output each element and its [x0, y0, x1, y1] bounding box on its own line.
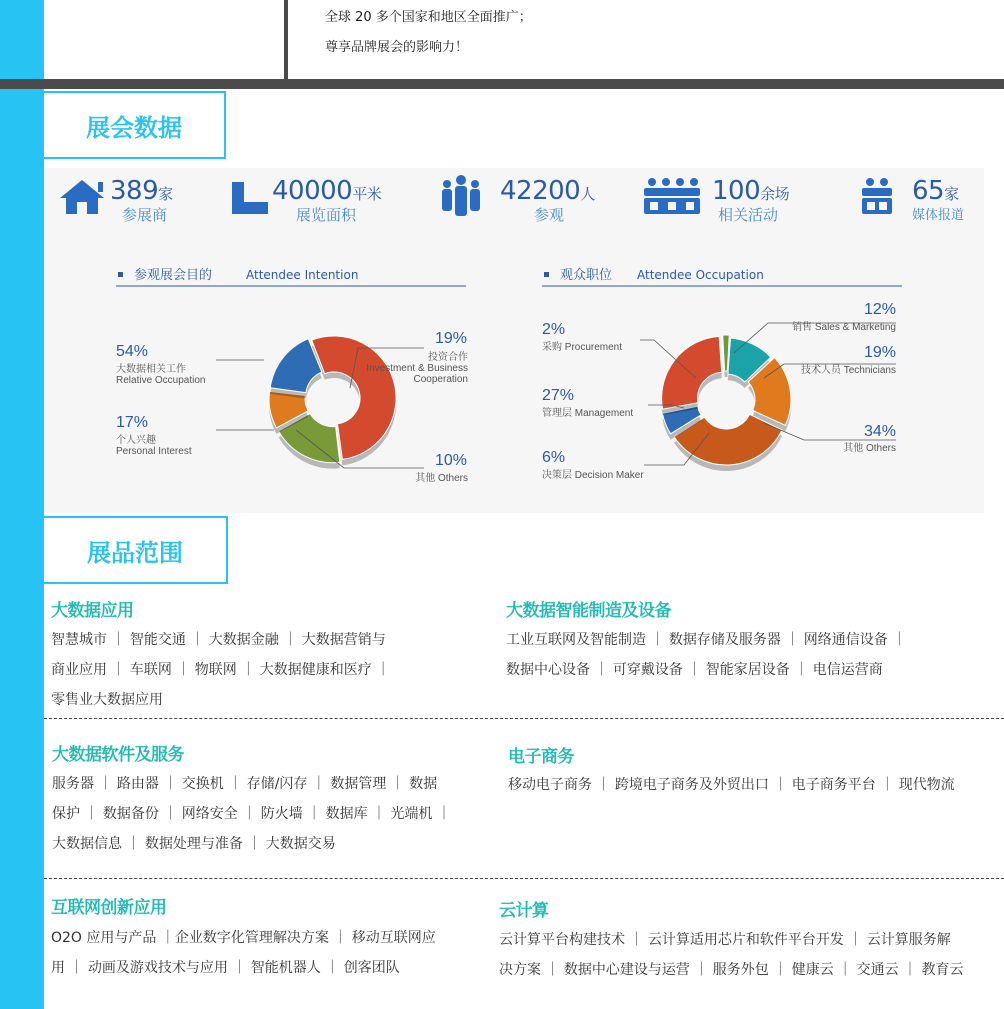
- category-line: 云计算平台构建技术 ｜ 云计算适用芯片和软件平台开发 ｜ 云计算服务解: [499, 932, 951, 948]
- occupation-heading-en: Attendee Occupation: [637, 268, 764, 282]
- intention-label-pct: 19%: [435, 330, 468, 347]
- stat-events-label: 相关活动: [718, 206, 779, 224]
- pie-charts: [44, 168, 984, 513]
- category-line: 零售业大数据应用: [51, 692, 163, 708]
- section-separator-band: [0, 79, 1004, 89]
- occupation-label-pct: 6%: [542, 449, 566, 466]
- category-title-software-services: 大数据软件及服务: [52, 745, 184, 765]
- intention-heading-en: Attendee Intention: [246, 268, 359, 282]
- intention-label-pct: 54%: [116, 343, 149, 360]
- category-line: 数据中心设备 ｜ 可穿戴设备 ｜ 智能家居设备 ｜ 电信运营商: [506, 662, 883, 678]
- category-line: 智慧城市 ｜ 智能交通 ｜ 大数据金融 ｜ 大数据营销与: [51, 632, 386, 648]
- category-title-smart-manufacturing: 大数据智能制造及设备: [506, 601, 671, 621]
- occupation-label-pct: 19%: [863, 344, 896, 361]
- dashed-divider: [44, 718, 1004, 719]
- stat-exhibitors-number: 389: [110, 176, 159, 206]
- occupation-donut: [662, 335, 791, 471]
- occupation-label-text: 销售 Sales & Marketing: [792, 322, 896, 333]
- intention-label-cn: 个人兴趣: [116, 435, 156, 446]
- intention-label-en: Investment & Business: [366, 363, 468, 374]
- stat-area-number: 40000: [272, 176, 353, 206]
- stat-media-unit: 家: [944, 185, 959, 203]
- top-left-panel: [48, 0, 286, 80]
- category-title-ecommerce: 电子商务: [508, 747, 574, 767]
- stat-media-label: 媒体报道: [912, 208, 965, 223]
- intention-label-cn: 投资合作: [428, 352, 468, 363]
- stat-events-unit: 余场: [760, 185, 790, 203]
- intention-label-cn: 其他 Others: [415, 473, 468, 484]
- intro-line-2: 尊享品牌展会的影响力！: [325, 40, 469, 55]
- exhibition-infographic: [44, 168, 984, 513]
- occupation-label-text: 管理层 Management: [542, 408, 634, 419]
- occupation-label-text: 其他 Others: [843, 443, 896, 454]
- stat-exhibitors-label: 参展商: [122, 206, 168, 224]
- stat-media-number: 65: [912, 176, 945, 206]
- category-title-cloud: 云计算: [499, 901, 549, 921]
- category-title-big-data-apps: 大数据应用: [51, 601, 134, 621]
- intention-donut: [269, 336, 396, 469]
- category-line: 用 ｜ 动画及游戏技术与应用 ｜ 智能机器人 ｜ 创客团队: [51, 960, 400, 976]
- category-line: 服务器 ｜ 路由器 ｜ 交换机 ｜ 存储/闪存 ｜ 数据管理 ｜ 数据: [52, 776, 438, 792]
- occupation-label-pct: 12%: [863, 301, 896, 318]
- dashed-divider: [44, 878, 1004, 879]
- category-title-internet-innovation: 互联网创新应用: [51, 898, 167, 918]
- intention-label-cn: 大数据相关工作: [116, 364, 186, 375]
- category-line: 大数据信息 ｜ 数据处理与准备 ｜ 大数据交易: [52, 836, 336, 852]
- intro-line-1: 全球 20 多个国家和地区全面推广；: [325, 10, 532, 25]
- stat-visitors-number: 42200: [500, 176, 581, 206]
- category-line: O2O 应用与产品 ｜企业数字化管理解决方案 ｜ 移动互联网应: [51, 930, 436, 946]
- vertical-divider: [284, 0, 288, 80]
- category-line: 保护 ｜ 数据备份 ｜ 网络安全 ｜ 防火墙 ｜ 数据库 ｜ 光端机 ｜: [52, 806, 451, 822]
- intention-heading: 参观展会目的: [134, 268, 213, 283]
- intention-label-en: Relative Occupation: [116, 375, 206, 386]
- occupation-label-text: 技术人员 Technicians: [800, 365, 896, 376]
- occupation-slice: [662, 336, 722, 409]
- category-line: 商业应用 ｜ 车联网 ｜ 物联网 ｜ 大数据健康和医疗 ｜: [51, 662, 391, 678]
- stat-visitors-unit: 人: [580, 185, 595, 203]
- stat-events-number: 100: [712, 176, 761, 206]
- occupation-label-text: 采购 Procurement: [542, 342, 623, 353]
- intention-label-en: Cooperation: [413, 374, 468, 385]
- occupation-label-pct: 27%: [542, 387, 575, 404]
- stat-area-unit: 平米: [352, 185, 382, 203]
- occupation-label-pct: 2%: [542, 321, 566, 338]
- stat-visitors-label: 参观: [534, 206, 565, 224]
- category-line: 决方案 ｜ 数据中心建设与运营 ｜ 服务外包 ｜ 健康云 ｜ 交通云 ｜ 教育云: [499, 962, 964, 978]
- category-line: 工业互联网及智能制造 ｜ 数据存储及服务器 ｜ 网络通信设备 ｜: [506, 632, 907, 648]
- category-line: 移动电子商务 ｜ 跨境电子商务及外贸出口 ｜ 电子商务平台 ｜ 现代物流: [508, 777, 955, 793]
- occupation-heading: 观众职位: [560, 268, 613, 283]
- stat-exhibitors-unit: 家: [158, 185, 173, 203]
- intention-label-pct: 10%: [435, 452, 468, 469]
- occupation-label-pct: 34%: [863, 423, 896, 440]
- left-accent-bar: [0, 0, 44, 1009]
- intention-label-pct: 17%: [116, 414, 149, 431]
- intention-label-en: Personal Interest: [116, 446, 192, 457]
- section-title-product-scope: 展品范围: [44, 516, 228, 584]
- stat-area-label: 展览面积: [296, 206, 357, 224]
- occupation-label-text: 决策层 Decision Maker: [542, 470, 644, 481]
- section-title-exhibition-data: 展会数据: [44, 91, 226, 159]
